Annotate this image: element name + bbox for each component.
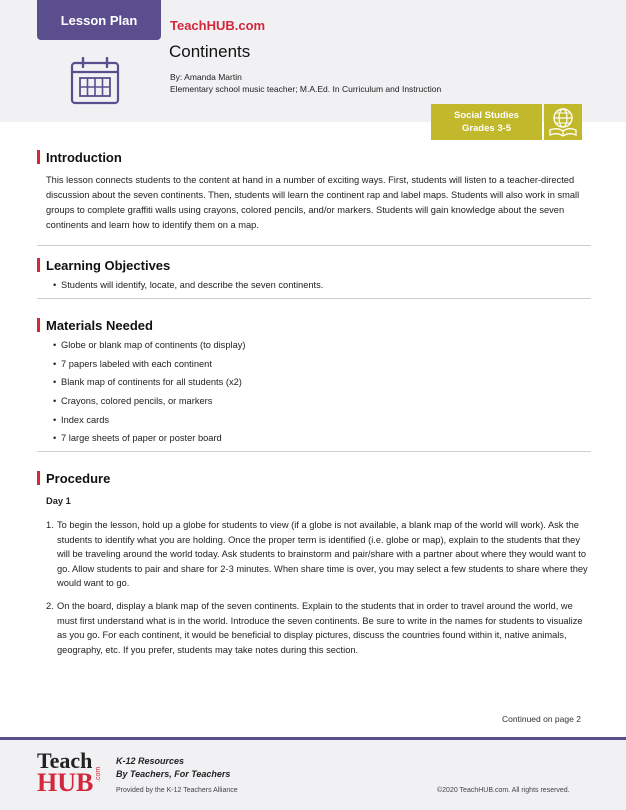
- objectives-section: [37, 258, 591, 299]
- list-item: • 7 papers labeled with each continent: [53, 358, 212, 369]
- subject-icon-box: [544, 104, 582, 140]
- procedure-heading: [37, 471, 591, 485]
- divider: [37, 451, 591, 452]
- footer-copyright: ©2020 TeachHUB.com. All rights reserved.: [437, 787, 570, 794]
- divider: [37, 245, 591, 246]
- site-name: TeachHUB.com: [170, 18, 266, 33]
- list-item: • Globe or blank map of continents (to display): [53, 340, 246, 350]
- materials-heading: [37, 318, 591, 332]
- section-accent-bar: [37, 318, 40, 332]
- section-accent-bar: [37, 150, 40, 164]
- section-title: Introduction: [46, 149, 122, 165]
- section-title: Learning Objectives: [46, 257, 171, 273]
- day-label: Day 1: [46, 496, 71, 506]
- divider: [37, 298, 591, 299]
- list-item: • Crayons, colored pencils, or markers: [53, 396, 213, 407]
- list-item: • 7 large sheets of paper or poster board: [53, 433, 222, 444]
- calendar-icon: [70, 57, 120, 105]
- list-item: • Blank map of continents for all students (x2): [53, 377, 242, 388]
- author-name: By: Amanda Martin: [170, 72, 242, 82]
- footer-tagline-2: By Teachers, For Teachers: [116, 769, 231, 779]
- footer-provided: Provided by the K-12 Teachers Alliance: [116, 787, 238, 794]
- subject-badge: [431, 104, 542, 140]
- list-item: • Students will identify, locate, and describe the seven continents.: [53, 280, 324, 290]
- objectives-heading: [37, 258, 591, 272]
- lesson-plan-badge: Lesson Plan: [37, 0, 161, 40]
- introduction-section: [37, 150, 591, 246]
- objectives-list: [37, 279, 591, 291]
- globe-book-icon: [547, 106, 579, 138]
- introduction-heading: [37, 150, 591, 164]
- continued-note: Continued on page 2: [502, 714, 581, 724]
- footer: [0, 737, 626, 810]
- list-item: 1. To begin the lesson, hold up a globe for students to view (if a globe is not available, a blank map of the world will work). Ask the students to identify what you are holding. Once the proper term is identified (i.e. globe or map), explain to the students that they will be traveling around the world today. Ask students to brainstorm and pair/share with a partner about where they would want to go. Allow students to pair and share for 2-3 minutes. When share time is over, you may select a few students to share where they would want to go.: [46, 520, 588, 589]
- procedure-section: [37, 471, 591, 485]
- procedure-step-1: [46, 518, 591, 591]
- section-accent-bar: [37, 258, 40, 272]
- section-title: Materials Needed: [46, 317, 153, 333]
- page-title: Continents: [169, 42, 251, 61]
- list-item: 2. On the board, display a blank map of the seven continents. Explain to the students that in order to travel around the world, we must first understand what is in the world. Introduce the seven continents. Be sure to write in the names for students to visualize as you go. For each continent, it would be beneficial to display pictures, discuss the countries found within it, native animals, geography, etc. If you prefer, students may take notes during this section.: [46, 601, 583, 655]
- author-info: [170, 71, 441, 95]
- grades-label: Grades 3-5: [461, 123, 512, 134]
- introduction-text: This lesson connects students to the content at hand in a number of exciting ways. First, students will listen to a teacher-directed discussion about the seven continents. Then, students will learn the continent rap and label maps. Students will also work in small groups to complete graffiti walls using crayons, colored pencils, and/or markers. Students will gain knowledge about the seven continents and learn how to identify them on a map.: [46, 175, 580, 230]
- author-credentials: Elementary school music teacher; M.A.Ed. In Curriculum and Instruction: [170, 84, 442, 94]
- footer-tagline-1: K-12 Resources: [116, 756, 185, 766]
- section-accent-bar: [37, 471, 40, 485]
- materials-section: [37, 318, 591, 452]
- materials-list: [37, 339, 591, 444]
- section-title: Procedure: [46, 470, 111, 486]
- procedure-step-2: [46, 599, 591, 657]
- teachhub-logo: Teach HUB .com: [37, 748, 102, 797]
- subject-label: Social Studies: [454, 110, 519, 121]
- list-item: • Index cards: [53, 414, 110, 425]
